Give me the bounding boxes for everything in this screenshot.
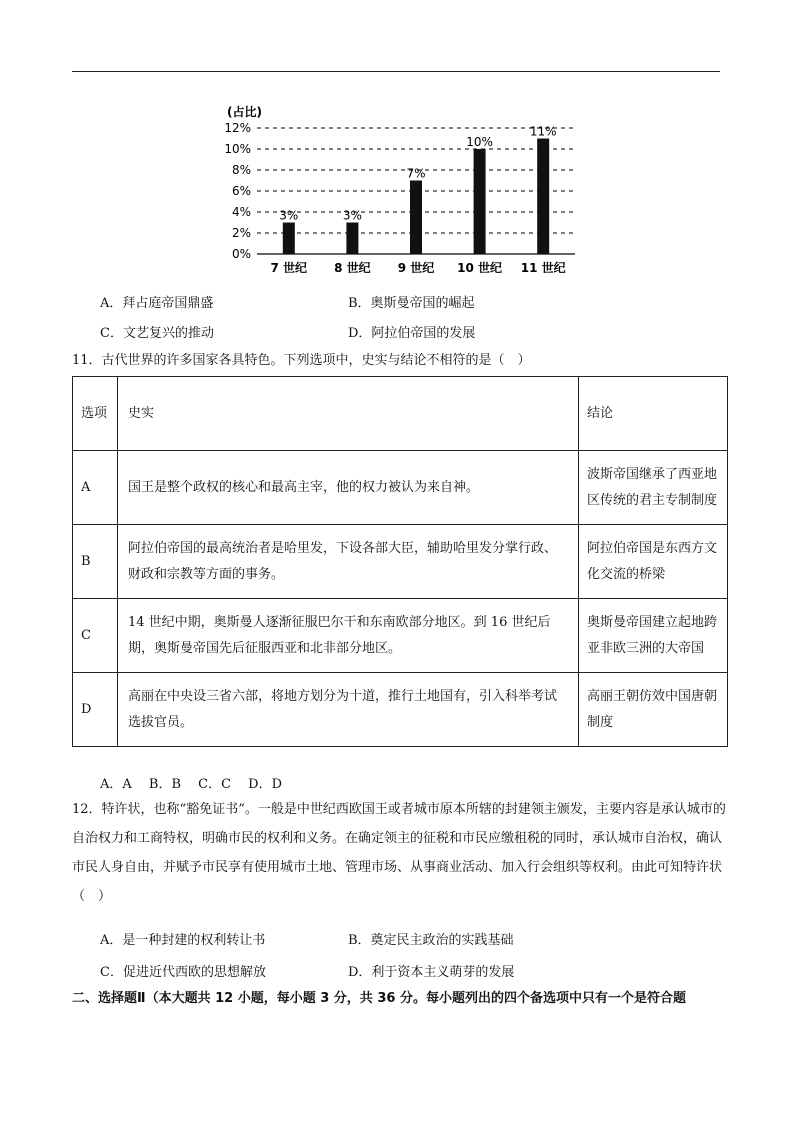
row-conclusion: 高丽王朝仿效中国唐朝制度 [579, 673, 728, 747]
q10-option-a[interactable]: A．拜占庭帝国鼎盛 [100, 296, 214, 311]
chart-ylabel: (占比) [227, 105, 262, 119]
bar [346, 223, 358, 255]
y-tick-label: 12% [224, 121, 251, 135]
table-row [73, 451, 728, 525]
y-tick-label: 2% [231, 226, 251, 240]
q12-option-c[interactable]: C．促进近代西欧的思想解放 [100, 965, 266, 980]
q10-option-c[interactable]: C．文艺复兴的推动 [100, 326, 214, 341]
row-conclusion: 波斯帝国继承了西亚地区传统的君主专制制度 [579, 451, 728, 525]
bar-value-label: 10% [466, 135, 493, 149]
row-option: D [73, 673, 118, 747]
q12-option-d[interactable]: D．利于资本主义萌芽的发展 [348, 965, 515, 980]
y-tick-label: 0% [231, 247, 251, 261]
q11-stem: 11．古代世界的许多国家各具特色。下列选项中，史实与结论不相符的是（ ） [72, 353, 531, 368]
header-rule [72, 71, 720, 72]
q12-stem: 12．特许状，也称“豁免证书”。一般是中世纪西欧国王或者城市原本所辖的封建领主颁发，主要内容是承认城市的自治权力和工商特权，明确市民的权利和义务。在确定领主的征税和市民应缴租税的同时，承认城市自治权，确认市民人身自由，并赋予市民享有使用城市土地、管理市场、从事商业活动、加入行会组织等权利。由此可知特许状（ ） [72, 802, 726, 904]
row-fact: 阿拉伯帝国的最高统治者是哈里发，下设各部大臣，辅助哈里发分掌行政、财政和宗教等方面的事务。 [118, 525, 579, 599]
x-tick-label: 9 世纪 [397, 261, 435, 275]
bar-chart [215, 98, 585, 278]
table-row [73, 673, 728, 747]
bar [283, 223, 295, 255]
row-conclusion: 奥斯曼帝国建立起地跨亚非欧三洲的大帝国 [579, 599, 728, 673]
row-fact: 国王是整个政权的核心和最高主宰，他的权力被认为来自神。 [118, 451, 579, 525]
x-tick-label: 7 世纪 [270, 261, 308, 275]
q12-option-a[interactable]: A．是一种封建的权利转让书 [100, 933, 266, 948]
bar-value-label: 11% [529, 124, 557, 139]
section-2-heading: 二、选择题Ⅱ（本大题共 12 小题，每小题 3 分，共 36 分。每小题列出的四个备选项中只有一个是符合题 [72, 991, 686, 1006]
row-fact: 高丽在中央设三省六部，将地方划分为十道，推行土地国有，引入科举考试选拔官员。 [118, 673, 579, 747]
bar-value-label: 3% [342, 208, 362, 223]
y-tick-label: 4% [231, 205, 251, 219]
bar-value-label: 3% [279, 208, 299, 223]
table-row [73, 525, 728, 599]
table-row [73, 599, 728, 673]
q10-option-b[interactable]: B．奥斯曼帝国的崛起 [348, 296, 475, 311]
x-tick-label: 8 世纪 [334, 261, 371, 275]
table-header-row [73, 377, 728, 451]
bar [410, 181, 422, 255]
row-option: C [73, 599, 118, 673]
y-tick-label: 8% [231, 163, 251, 177]
header-option: 选项 [73, 377, 118, 451]
row-fact: 14 世纪中期，奥斯曼人逐渐征服巴尔干和东南欧部分地区。到 16 世纪后期，奥斯曼帝国先后征服西亚和北非部分地区。 [118, 599, 579, 673]
y-tick-label: 6% [231, 184, 251, 198]
x-tick-label: 10 世纪 [457, 261, 503, 275]
bar [474, 149, 486, 254]
bar [537, 139, 549, 255]
x-tick-label: 11 世纪 [520, 261, 566, 275]
row-option: B [73, 525, 118, 599]
q11-table [72, 376, 728, 747]
q10-option-d[interactable]: D．阿拉伯帝国的发展 [348, 326, 476, 341]
header-conclusion: 结论 [579, 377, 728, 451]
row-conclusion: 阿拉伯帝国是东西方文化交流的桥梁 [579, 525, 728, 599]
bar-value-label: 7% [406, 166, 426, 181]
y-tick-label: 10% [224, 142, 251, 156]
row-option: A [73, 451, 118, 525]
q12-option-b[interactable]: B．奠定民主政治的实践基础 [348, 933, 514, 948]
header-fact: 史实 [118, 377, 579, 451]
q11-answer-options[interactable]: A．A B．B C．C D．D [100, 777, 283, 792]
